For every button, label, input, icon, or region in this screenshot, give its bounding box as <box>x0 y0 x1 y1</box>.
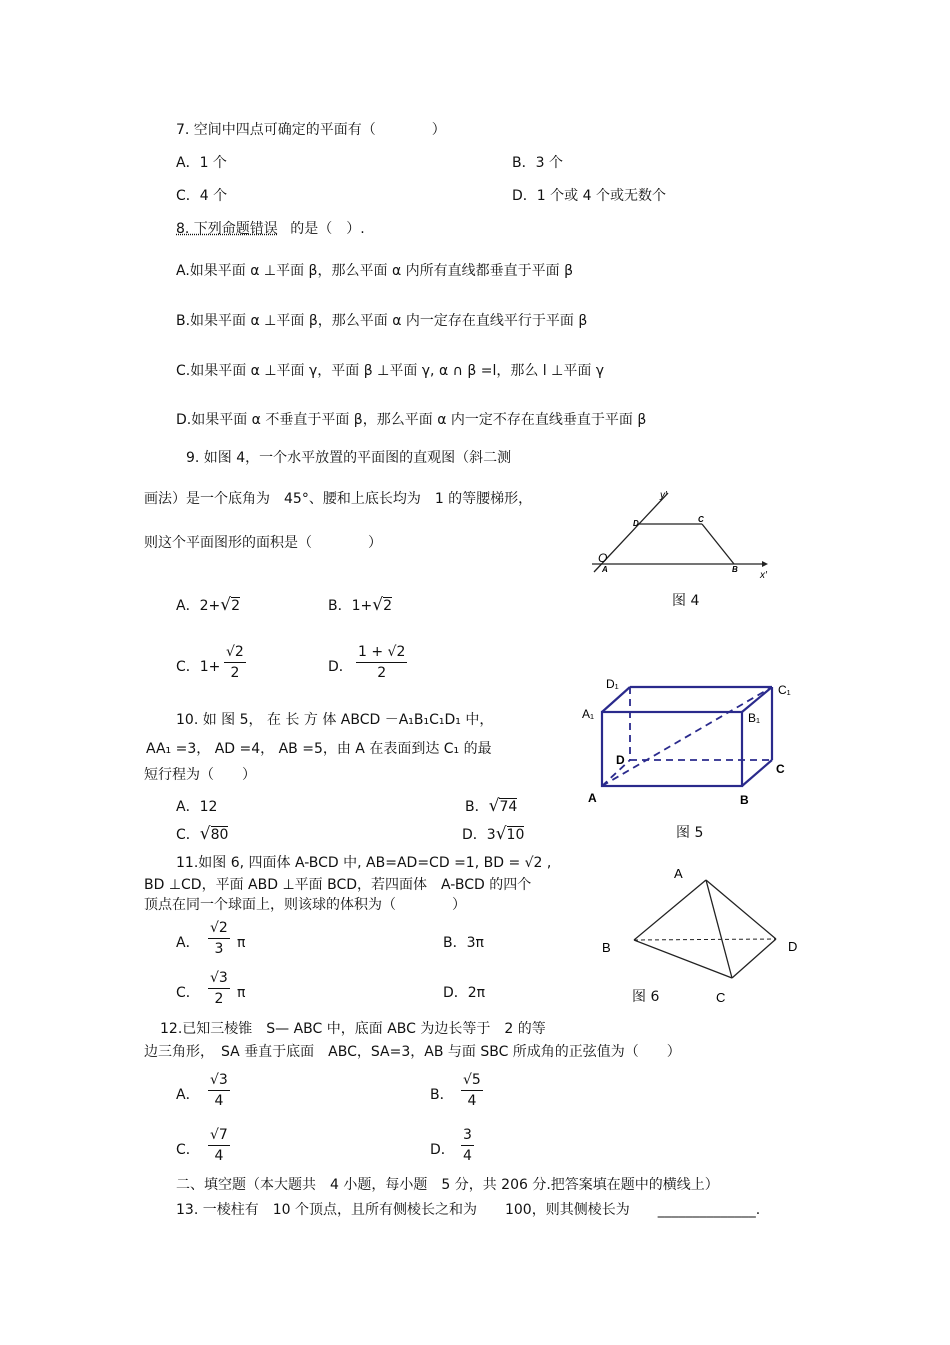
edge-b-c <box>742 760 772 786</box>
q8-stem-pre: 8. 下列命题错误 <box>176 221 278 237</box>
q9-option-d-fraction <box>356 642 407 683</box>
q12-option-c-numerator: √7 <box>208 1125 230 1146</box>
q8-stem <box>176 220 365 238</box>
x-axis-arrow-icon <box>762 561 768 567</box>
q9-line1: 9. 如图 4，一个水平放置的平面图的直观图（斜二测 <box>186 450 512 466</box>
sqrt-icon: √ <box>220 595 232 615</box>
q12-option-d-label: D． <box>430 1142 455 1158</box>
label-d1: D₁ <box>606 677 619 691</box>
edge-a-c <box>706 880 732 978</box>
q7-option-b: B．3 个 <box>512 155 563 171</box>
q12-line1: 12.已知三棱锥 S— ABC 中，底面 ABC 为边长等于 2 的等 <box>160 1021 546 1037</box>
q12-option-d-numerator: 3 <box>461 1125 474 1146</box>
q7-option-a: A．1 个 <box>176 155 227 171</box>
q12-option-b-denominator: 4 <box>467 1093 477 1109</box>
edge-b-c <box>634 940 732 978</box>
edge-b-d-hidden <box>634 939 776 940</box>
label-d: D <box>788 939 798 954</box>
edge-c-d <box>732 939 776 978</box>
q12-option-a-label: A． <box>176 1087 200 1103</box>
label-a: A <box>674 866 683 881</box>
q9-option-b-radicand: 2 <box>383 598 393 614</box>
q12-option-b-label: B． <box>430 1087 454 1103</box>
q12-option-b-fraction <box>461 1070 483 1111</box>
label-d: D <box>616 753 625 767</box>
figure-4-caption: 图 4 <box>672 593 700 609</box>
label-b: B <box>732 565 738 574</box>
figure-5-cuboid <box>578 674 802 814</box>
q9-option-c-numerator: √2 <box>224 642 246 663</box>
q9-option-c-denominator: 2 <box>230 665 240 681</box>
q9-option-c-label: C．1+ <box>176 659 221 675</box>
q9-option-b-label: B．1+ <box>328 598 373 614</box>
q12-option-c-label: C． <box>176 1142 200 1158</box>
q10-option-a: A．12 <box>176 799 218 815</box>
label-a1: A₁ <box>582 707 595 721</box>
q11-line2: BD ⊥CD，平面 ABD ⊥平面 BCD，若四面体 A-BCD 的四个 <box>144 877 532 893</box>
q11-option-a-denominator: 3 <box>214 941 224 957</box>
q11-option-c-fraction <box>208 968 230 1009</box>
q11-option-c-label: C． <box>176 985 200 1001</box>
section-2-heading: 二、填空题（本大题共 4 小题，每小题 5 分，共 206 分.把答案填在题中的横线上） <box>176 1177 719 1193</box>
sqrt-icon: √ <box>488 796 500 816</box>
q11-option-c-suffix: π <box>237 985 246 1001</box>
q10-option-d-label: D．3 <box>462 827 496 843</box>
q10-option-c-radicand: 80 <box>210 827 229 843</box>
q9-option-d-label: D． <box>328 659 353 675</box>
figure-4-trapezoid <box>584 484 784 584</box>
label-a: A <box>602 565 608 574</box>
label-c: C <box>698 515 704 524</box>
trapezoid-right-edge <box>702 524 734 564</box>
q9-line3: 则这个平面图形的面积是（ ） <box>144 535 382 551</box>
q11-option-a-label: A． <box>176 935 200 951</box>
q12-option-a-denominator: 4 <box>214 1093 224 1109</box>
label-c: C <box>776 762 785 776</box>
q8-option-a: A.如果平面 α ⊥平面 β，那么平面 α 内所有直线都垂直于平面 β <box>176 263 574 279</box>
q10-option-c-label: C． <box>176 827 200 843</box>
diagonal-a-c1 <box>602 687 772 786</box>
q12-option-a-numerator: √3 <box>208 1070 230 1091</box>
q9-line2: 画法）是一个底角为 45°、腰和上底长均为 1 的等腰梯形， <box>144 491 533 507</box>
label-b: B <box>602 940 611 955</box>
label-d: D <box>633 519 639 528</box>
q9-option-d-numerator: 1 + √2 <box>356 642 407 663</box>
q11-line1: 11.如图 6, 四面体 A-BCD 中, AB=AD=CD =1, BD = √2 , <box>176 855 552 871</box>
label-o: O <box>598 551 608 565</box>
q7-stem: 7. 空间中四点可确定的平面有（ ） <box>176 122 446 138</box>
q8-option-b: B.如果平面 α ⊥平面 β，那么平面 α 内一定存在直线平行于平面 β <box>176 313 588 329</box>
q8-stem-post: 的是（ ）. <box>290 221 365 237</box>
label-b: B <box>740 793 749 807</box>
label-c1: C₁ <box>778 683 791 697</box>
q9-option-d-denominator: 2 <box>377 665 387 681</box>
q10-option-d <box>462 825 524 844</box>
q9-option-a <box>176 596 240 615</box>
q12-option-a-fraction <box>208 1070 230 1111</box>
q11-line3: 顶点在同一个球面上，则该球的体积为（ ） <box>144 897 466 913</box>
q7-option-c: C．4 个 <box>176 188 228 204</box>
q11-option-c-numerator: √3 <box>208 968 230 989</box>
q12-option-c-denominator: 4 <box>214 1148 224 1164</box>
edge-a-d <box>706 880 776 939</box>
q10-line2: AA₁ =3， AD =4， AB =5，由 A 在表面到达 C₁ 的最 <box>146 741 492 757</box>
figure-5-caption: 图 5 <box>676 825 704 841</box>
q9-option-a-radicand: 2 <box>231 598 240 614</box>
q7-option-d: D．1 个或 4 个或无数个 <box>512 188 666 204</box>
q9-option-a-label: A．2+ <box>176 598 221 614</box>
q10-option-c <box>176 825 228 844</box>
edge-b1-c1 <box>742 687 772 712</box>
label-x: x′ <box>760 570 767 581</box>
q12-option-c-fraction <box>208 1125 230 1166</box>
q11-option-a-suffix: π <box>237 935 246 951</box>
label-y: y′ <box>660 490 667 501</box>
q12-option-d-denominator: 4 <box>463 1148 472 1164</box>
sqrt-icon: √ <box>199 824 211 844</box>
q9-option-b <box>328 596 392 615</box>
q9-option-c-fraction <box>224 642 246 683</box>
figure-6-tetrahedron <box>596 860 806 1010</box>
q13-stem: 13. 一棱柱有 10 个顶点，且所有侧棱长之和为 100，则其侧棱长为 ______________. <box>176 1202 761 1218</box>
q10-option-b <box>465 797 517 816</box>
q12-option-b-numerator: √5 <box>461 1070 483 1091</box>
q11-option-c-denominator: 2 <box>214 991 224 1007</box>
q10-line1: 10. 如 图 5， 在 长 方 体 ABCD －A₁B₁C₁D₁ 中， <box>176 712 494 728</box>
sqrt-icon: √ <box>495 824 507 844</box>
q8-option-c: C.如果平面 α ⊥平面 γ，平面 β ⊥平面 γ, α ∩ β =l，那么 l ⊥平面 γ <box>176 363 605 379</box>
figure-6-caption: 图 6 <box>632 989 660 1005</box>
edge-a-b <box>634 880 706 940</box>
q10-option-d-radicand: 10 <box>506 827 525 843</box>
label-c: C <box>716 990 726 1005</box>
q10-option-b-radicand: 74 <box>499 799 518 815</box>
sqrt-icon: √ <box>372 595 384 615</box>
q11-option-b: B．3π <box>443 935 484 951</box>
q10-line3: 短行程为（ ） <box>144 767 256 783</box>
q12-option-d-fraction <box>461 1125 474 1166</box>
q11-option-a-fraction <box>208 918 230 959</box>
front-face <box>602 712 742 786</box>
q12-line2: 边三角形， SA 垂直于底面 ABC，SA=3，AB 与面 SBC 所成角的正弦值为（ ） <box>144 1044 681 1060</box>
q11-option-a-numerator: √2 <box>208 918 230 939</box>
q11-option-d: D．2π <box>443 985 486 1001</box>
q8-option-d: D.如果平面 α 不垂直于平面 β，那么平面 α 内一定不存在直线垂直于平面 β <box>176 412 647 428</box>
label-a: A <box>588 791 597 805</box>
label-b1: B₁ <box>748 711 761 725</box>
q10-option-b-label: B． <box>465 799 489 815</box>
